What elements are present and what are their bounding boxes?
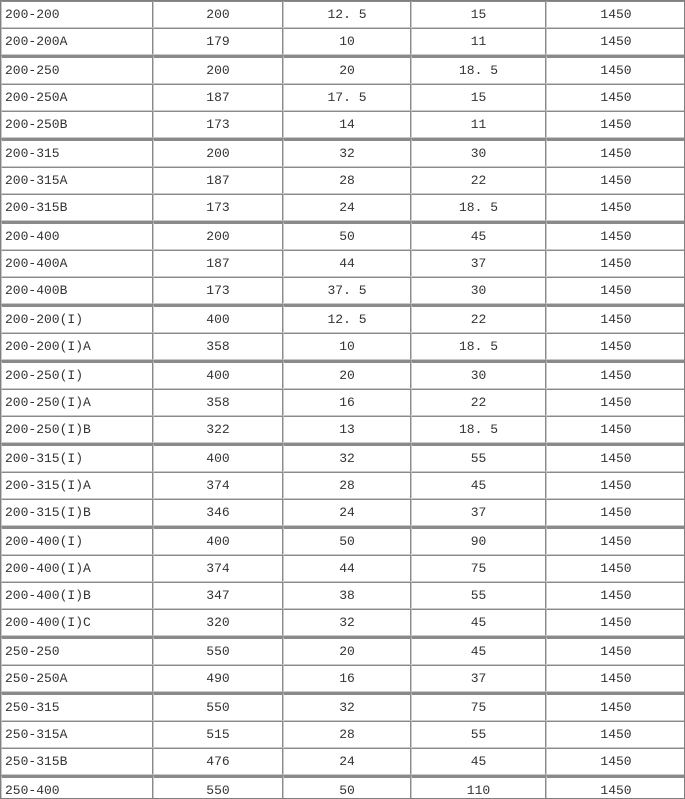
model-cell: 200-200(I) xyxy=(1,304,153,333)
value-cell: 20 xyxy=(283,55,411,84)
value-cell: 1450 xyxy=(546,416,685,443)
value-cell: 1450 xyxy=(546,1,685,28)
table-row xyxy=(1,55,685,84)
value-cell: 476 xyxy=(153,748,283,775)
value-cell: 22 xyxy=(411,167,546,194)
value-cell: 30 xyxy=(411,138,546,167)
value-cell: 44 xyxy=(283,555,411,582)
value-cell: 22 xyxy=(411,304,546,333)
model-cell: 200-200(I)A xyxy=(1,333,153,360)
value-cell: 20 xyxy=(283,360,411,389)
model-group xyxy=(1,1,685,55)
value-cell: 1450 xyxy=(546,472,685,499)
table-row xyxy=(1,526,685,555)
model-cell: 250-315B xyxy=(1,748,153,775)
value-cell: 30 xyxy=(411,360,546,389)
model-group xyxy=(1,360,685,443)
value-cell: 1450 xyxy=(546,84,685,111)
value-cell: 358 xyxy=(153,333,283,360)
model-group xyxy=(1,443,685,526)
model-cell: 200-250(I)B xyxy=(1,416,153,443)
value-cell: 200 xyxy=(153,138,283,167)
value-cell: 173 xyxy=(153,277,283,304)
value-cell: 10 xyxy=(283,333,411,360)
value-cell: 110 xyxy=(411,775,546,799)
value-cell: 1450 xyxy=(546,555,685,582)
model-cell: 250-400 xyxy=(1,775,153,799)
table-row xyxy=(1,665,685,692)
value-cell: 320 xyxy=(153,609,283,636)
value-cell: 15 xyxy=(411,1,546,28)
value-cell: 1450 xyxy=(546,277,685,304)
value-cell: 17. 5 xyxy=(283,84,411,111)
value-cell: 1450 xyxy=(546,692,685,721)
value-cell: 1450 xyxy=(546,333,685,360)
value-cell: 55 xyxy=(411,443,546,472)
table-row xyxy=(1,1,685,28)
table-row xyxy=(1,84,685,111)
value-cell: 45 xyxy=(411,748,546,775)
table-row xyxy=(1,692,685,721)
value-cell: 37 xyxy=(411,499,546,526)
model-group xyxy=(1,526,685,636)
model-cell: 200-315(I)A xyxy=(1,472,153,499)
model-cell: 200-250(I) xyxy=(1,360,153,389)
value-cell: 10 xyxy=(283,28,411,55)
value-cell: 12. 5 xyxy=(283,1,411,28)
table-row xyxy=(1,416,685,443)
model-cell: 200-400(I)A xyxy=(1,555,153,582)
value-cell: 18. 5 xyxy=(411,55,546,84)
model-group xyxy=(1,692,685,775)
table-row xyxy=(1,138,685,167)
model-cell: 200-250B xyxy=(1,111,153,138)
table-row xyxy=(1,748,685,775)
value-cell: 37 xyxy=(411,665,546,692)
value-cell: 490 xyxy=(153,665,283,692)
value-cell: 550 xyxy=(153,636,283,665)
value-cell: 32 xyxy=(283,609,411,636)
value-cell: 550 xyxy=(153,775,283,799)
value-cell: 37 xyxy=(411,250,546,277)
model-cell: 250-315A xyxy=(1,721,153,748)
table-row xyxy=(1,250,685,277)
table-row xyxy=(1,609,685,636)
model-cell: 200-250 xyxy=(1,55,153,84)
value-cell: 28 xyxy=(283,472,411,499)
value-cell: 1450 xyxy=(546,167,685,194)
value-cell: 45 xyxy=(411,609,546,636)
value-cell: 1450 xyxy=(546,526,685,555)
value-cell: 37. 5 xyxy=(283,277,411,304)
value-cell: 45 xyxy=(411,472,546,499)
model-cell: 200-200 xyxy=(1,1,153,28)
value-cell: 1450 xyxy=(546,389,685,416)
value-cell: 187 xyxy=(153,84,283,111)
value-cell: 550 xyxy=(153,692,283,721)
value-cell: 38 xyxy=(283,582,411,609)
value-cell: 400 xyxy=(153,443,283,472)
model-cell: 200-400B xyxy=(1,277,153,304)
model-cell: 250-315 xyxy=(1,692,153,721)
value-cell: 200 xyxy=(153,55,283,84)
model-group xyxy=(1,304,685,360)
model-group xyxy=(1,636,685,692)
value-cell: 15 xyxy=(411,84,546,111)
table-row xyxy=(1,582,685,609)
value-cell: 1450 xyxy=(546,665,685,692)
model-cell: 200-400A xyxy=(1,250,153,277)
table-row xyxy=(1,443,685,472)
value-cell: 1450 xyxy=(546,194,685,221)
value-cell: 347 xyxy=(153,582,283,609)
value-cell: 173 xyxy=(153,111,283,138)
table-row xyxy=(1,111,685,138)
value-cell: 1450 xyxy=(546,721,685,748)
model-cell: 200-315(I) xyxy=(1,443,153,472)
model-cell: 250-250 xyxy=(1,636,153,665)
value-cell: 400 xyxy=(153,304,283,333)
model-cell: 200-200A xyxy=(1,28,153,55)
value-cell: 358 xyxy=(153,389,283,416)
value-cell: 14 xyxy=(283,111,411,138)
table-row xyxy=(1,472,685,499)
value-cell: 20 xyxy=(283,636,411,665)
model-cell: 200-315B xyxy=(1,194,153,221)
model-cell: 200-250(I)A xyxy=(1,389,153,416)
value-cell: 24 xyxy=(283,748,411,775)
value-cell: 1450 xyxy=(546,636,685,665)
value-cell: 75 xyxy=(411,692,546,721)
model-group xyxy=(1,221,685,304)
model-group xyxy=(1,138,685,221)
model-cell: 200-315(I)B xyxy=(1,499,153,526)
value-cell: 374 xyxy=(153,472,283,499)
value-cell: 322 xyxy=(153,416,283,443)
value-cell: 187 xyxy=(153,250,283,277)
model-cell: 200-315 xyxy=(1,138,153,167)
value-cell: 173 xyxy=(153,194,283,221)
value-cell: 24 xyxy=(283,194,411,221)
value-cell: 30 xyxy=(411,277,546,304)
table-row xyxy=(1,636,685,665)
value-cell: 75 xyxy=(411,555,546,582)
value-cell: 1450 xyxy=(546,138,685,167)
value-cell: 1450 xyxy=(546,360,685,389)
value-cell: 16 xyxy=(283,389,411,416)
value-cell: 1450 xyxy=(546,28,685,55)
value-cell: 18. 5 xyxy=(411,194,546,221)
model-group xyxy=(1,55,685,138)
value-cell: 32 xyxy=(283,138,411,167)
value-cell: 55 xyxy=(411,582,546,609)
value-cell: 18. 5 xyxy=(411,416,546,443)
table-row xyxy=(1,721,685,748)
value-cell: 32 xyxy=(283,443,411,472)
value-cell: 11 xyxy=(411,111,546,138)
value-cell: 1450 xyxy=(546,250,685,277)
value-cell: 1450 xyxy=(546,609,685,636)
table-row xyxy=(1,555,685,582)
table-row xyxy=(1,304,685,333)
value-cell: 400 xyxy=(153,526,283,555)
value-cell: 18. 5 xyxy=(411,333,546,360)
value-cell: 50 xyxy=(283,221,411,250)
model-cell: 250-250A xyxy=(1,665,153,692)
value-cell: 200 xyxy=(153,1,283,28)
value-cell: 374 xyxy=(153,555,283,582)
value-cell: 515 xyxy=(153,721,283,748)
value-cell: 28 xyxy=(283,721,411,748)
value-cell: 1450 xyxy=(546,775,685,799)
table-row xyxy=(1,499,685,526)
value-cell: 1450 xyxy=(546,55,685,84)
value-cell: 11 xyxy=(411,28,546,55)
value-cell: 32 xyxy=(283,692,411,721)
table-row xyxy=(1,167,685,194)
value-cell: 12. 5 xyxy=(283,304,411,333)
table-row xyxy=(1,194,685,221)
value-cell: 28 xyxy=(283,167,411,194)
table-row xyxy=(1,28,685,55)
model-cell: 200-400(I)C xyxy=(1,609,153,636)
value-cell: 16 xyxy=(283,665,411,692)
value-cell: 1450 xyxy=(546,304,685,333)
value-cell: 1450 xyxy=(546,111,685,138)
value-cell: 24 xyxy=(283,499,411,526)
value-cell: 50 xyxy=(283,775,411,799)
pump-spec-table xyxy=(1,1,685,799)
value-cell: 55 xyxy=(411,721,546,748)
table-row xyxy=(1,389,685,416)
value-cell: 179 xyxy=(153,28,283,55)
value-cell: 400 xyxy=(153,360,283,389)
value-cell: 44 xyxy=(283,250,411,277)
model-cell: 200-400(I)B xyxy=(1,582,153,609)
value-cell: 1450 xyxy=(546,582,685,609)
value-cell: 50 xyxy=(283,526,411,555)
value-cell: 346 xyxy=(153,499,283,526)
model-cell: 200-315A xyxy=(1,167,153,194)
value-cell: 22 xyxy=(411,389,546,416)
model-cell: 200-250A xyxy=(1,84,153,111)
model-cell: 200-400(I) xyxy=(1,526,153,555)
value-cell: 45 xyxy=(411,636,546,665)
table-row xyxy=(1,360,685,389)
table-row xyxy=(1,221,685,250)
value-cell: 1450 xyxy=(546,748,685,775)
value-cell: 200 xyxy=(153,221,283,250)
model-group xyxy=(1,775,685,799)
value-cell: 13 xyxy=(283,416,411,443)
value-cell: 1450 xyxy=(546,443,685,472)
model-cell: 200-400 xyxy=(1,221,153,250)
table-row xyxy=(1,277,685,304)
value-cell: 187 xyxy=(153,167,283,194)
value-cell: 90 xyxy=(411,526,546,555)
value-cell: 1450 xyxy=(546,499,685,526)
table-row xyxy=(1,775,685,799)
table-row xyxy=(1,333,685,360)
value-cell: 1450 xyxy=(546,221,685,250)
value-cell: 45 xyxy=(411,221,546,250)
